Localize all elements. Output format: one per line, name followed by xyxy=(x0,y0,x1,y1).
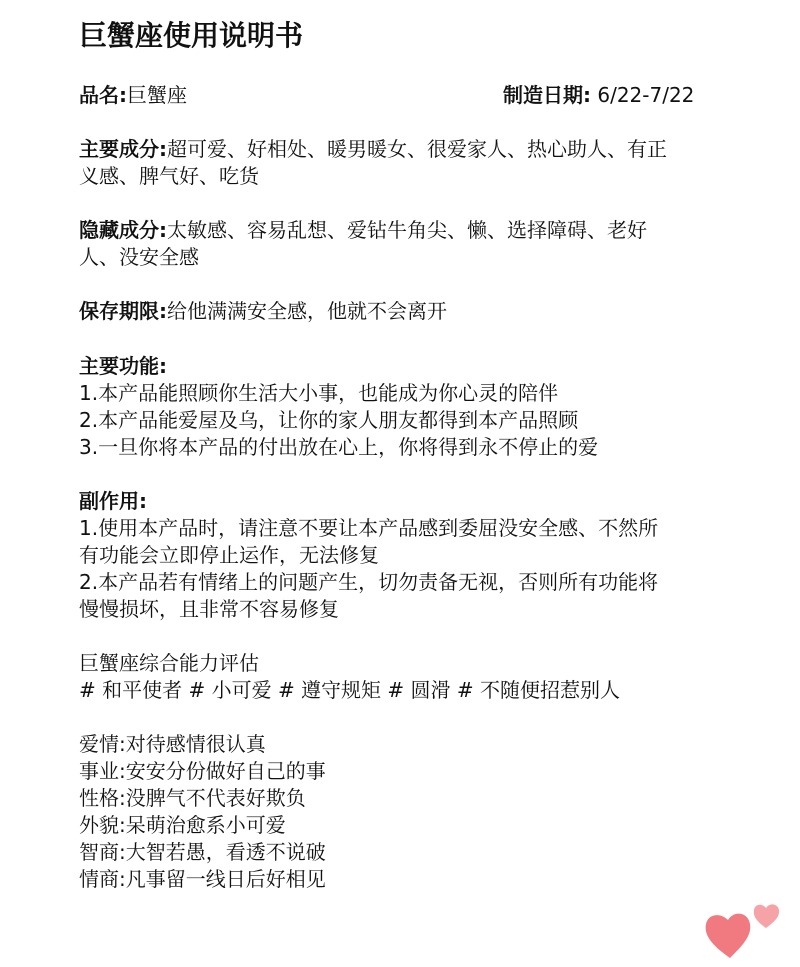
hearts-decoration xyxy=(700,898,790,962)
product-name-label: 品名: xyxy=(79,83,127,107)
large-heart-icon xyxy=(706,914,751,958)
main-ingredients-label: 主要成分: xyxy=(79,137,167,161)
manufacture-date-value: 6/22-7/22 xyxy=(591,83,695,107)
main-ingredients-text-1: 超可爱、好相处、暖男暖女、很爱家人、热心助人、有正 xyxy=(167,137,667,161)
manufacture-date-row xyxy=(503,80,694,110)
side-effect-line: 1.使用本产品时，请注意不要让本产品感到委屈没安全感、不然所 xyxy=(79,516,659,540)
manufacture-date-label: 制造日期: xyxy=(503,83,591,107)
page-title: 巨蟹座使用说明书 xyxy=(79,19,304,52)
trait-iq: 智商:大智若愚，看透不说破 xyxy=(79,840,326,864)
shelf-life-row xyxy=(79,296,759,326)
trait-appearance: 外貌:呆萌治愈系小可爱 xyxy=(79,813,286,837)
trait-eq: 情商:凡事留一线日后好相见 xyxy=(79,867,326,891)
evaluation-heading: 巨蟹座综合能力评估 xyxy=(79,651,259,675)
functions-heading: 主要功能: xyxy=(79,354,167,378)
small-heart-icon xyxy=(754,904,779,928)
shelf-life-label: 保存期限: xyxy=(79,299,167,323)
function-item: 3.一旦你将本产品的付出放在心上，你将得到永不停止的爱 xyxy=(79,435,599,459)
trait-career: 事业:安安分份做好自己的事 xyxy=(79,759,326,783)
function-item: 1.本产品能照顾你生活大小事，也能成为你心灵的陪伴 xyxy=(79,381,559,405)
main-ingredients-line-1 xyxy=(79,134,759,164)
hidden-ingredients-line-2: 人、没安全感 xyxy=(79,245,199,269)
hidden-ingredients-line-1 xyxy=(79,215,759,245)
function-item: 2.本产品能爱屋及乌，让你的家人朋友都得到本产品照顾 xyxy=(79,408,579,432)
hidden-ingredients-text-1: 太敏感、容易乱想、爱钻牛角尖、懒、选择障碍、老好 xyxy=(167,218,647,242)
side-effect-line: 有功能会立即停止运作，无法修复 xyxy=(79,543,379,567)
evaluation-tags: # 和平使者 # 小可爱 # 遵守规矩 # 圆滑 # 不随便招惹别人 xyxy=(79,678,621,702)
trait-personality: 性格:没脾气不代表好欺负 xyxy=(79,786,306,810)
side-effects-heading: 副作用: xyxy=(79,489,147,513)
hidden-ingredients-label: 隐藏成分: xyxy=(79,218,167,242)
main-ingredients-line-2: 义感、脾气好、吃货 xyxy=(79,164,259,188)
trait-love: 爱情:对待感情很认真 xyxy=(79,732,266,756)
side-effect-line: 慢慢损坏，且非常不容易修复 xyxy=(79,597,339,621)
product-name-value: 巨蟹座 xyxy=(127,83,187,107)
shelf-life-value: 给他满满安全感，他就不会离开 xyxy=(167,299,447,323)
side-effect-line: 2.本产品若有情绪上的问题产生，切勿责备无视，否则所有功能将 xyxy=(79,570,659,594)
